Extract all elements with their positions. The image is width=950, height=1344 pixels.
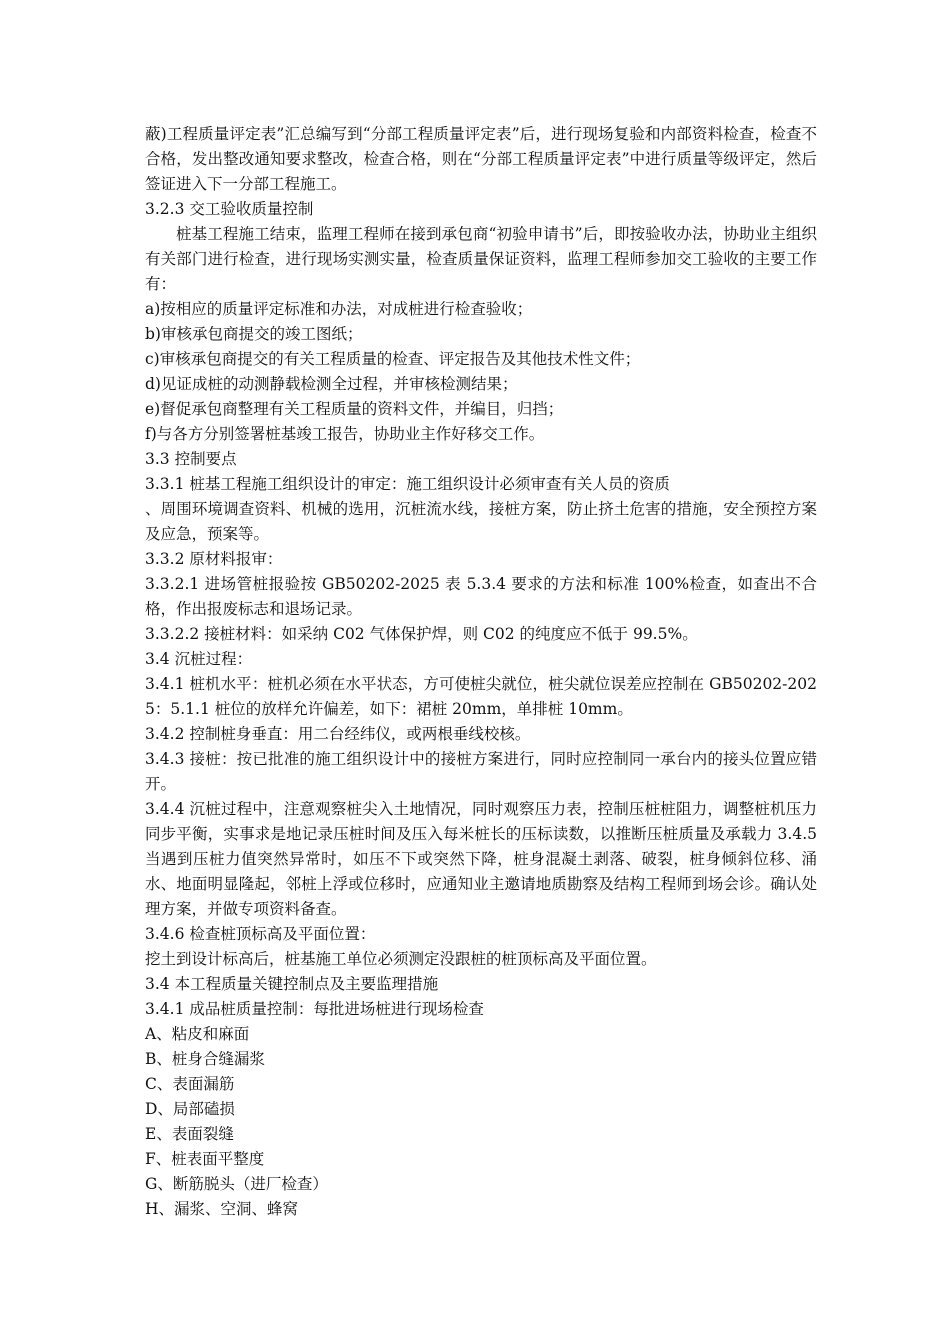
check-item-g: G、断筋脱头（进厂检查） bbox=[145, 1175, 328, 1193]
paragraph-3-4-1: 3.4.1 桩机水平：桩机必须在水平状态，方可使桩尖就位，桩尖就位误差应控制在 GB50202-2025：5.1.1 桩位的放样允许偏差，如下：裙桩 20mm，单排桩 10mm。 bbox=[145, 675, 817, 718]
section-heading-3-4-6: 3.4.6 检查桩顶标高及平面位置： bbox=[145, 925, 376, 943]
check-item-b: B、桩身合缝漏浆 bbox=[145, 1050, 265, 1068]
list-item-c: c)审核承包商提交的有关工程质量的检查、评定报告及其他技术性文件； bbox=[145, 350, 641, 368]
section-heading-3-3: 3.3 控制要点 bbox=[145, 450, 237, 468]
paragraph-continuation: 蔽)工程质量评定表”汇总编写到“分部工程质量评定表”后，进行现场复验和内部资料检查，检查不合格，发出整改通知要求整改，检查合格，则在“分部工程质量评定表”中进行质量等级评定，然后签证进入下一分部工程施工。 bbox=[145, 125, 817, 193]
list-item-a: a)按相应的质量评定标准和办法，对成桩进行检查验收； bbox=[145, 300, 533, 318]
paragraph-3-4-3: 3.4.3 接桩：按已批准的施工组织设计中的接桩方案进行，同时应控制同一承台内的接头位置应错开。 bbox=[145, 750, 817, 793]
document-page bbox=[145, 122, 817, 1222]
list-item-b: b)审核承包商提交的竣工图纸； bbox=[145, 325, 363, 343]
paragraph-3-3-2-2: 3.3.2.2 接桩材料：如采纳 C02 气体保护焊，则 C02 的纯度应不低于 99.5%。 bbox=[145, 625, 698, 643]
check-item-f: F、桩表面平整度 bbox=[145, 1150, 265, 1168]
paragraph-3-4-1-product: 3.4.1 成品桩质量控制：每批进场桩进行现场检查 bbox=[145, 1000, 484, 1018]
section-heading-3-2-3: 3.2.3 交工验收质量控制 bbox=[145, 200, 314, 218]
section-heading-3-4: 3.4 沉桩过程： bbox=[145, 650, 253, 668]
paragraph-3-4-6-body: 挖土到设计标高后，桩基施工单位必须测定没跟桩的桩顶标高及平面位置。 bbox=[145, 950, 657, 968]
list-item-e: e)督促承包商整理有关工程质量的资料文件，并编目，归挡； bbox=[145, 400, 564, 418]
check-item-d: D、局部磕损 bbox=[145, 1100, 235, 1118]
check-item-e: E、表面裂缝 bbox=[145, 1125, 234, 1143]
check-item-c: C、表面漏筋 bbox=[145, 1075, 235, 1093]
list-item-d: d)见证成桩的动测静载检测全过程，并审核检测结果； bbox=[145, 375, 518, 393]
section-heading-3-3-2: 3.3.2 原材料报审： bbox=[145, 550, 283, 568]
list-item-f: f)与各方分别签署桩基竣工报告，协助业主作好移交工作。 bbox=[145, 425, 545, 443]
paragraph-3-4-2: 3.4.2 控制桩身垂直：用二台经纬仪，或两根垂线校核。 bbox=[145, 725, 531, 743]
paragraph-acceptance-intro: 桩基工程施工结束，监理工程师在接到承包商“初验申请书”后，即按验收办法，协助业主组织有关部门进行检查，进行现场实测实量，检查质量保证资料，监理工程师参加交工验收的主要工作有： bbox=[145, 225, 817, 293]
check-item-h: H、漏浆、空洞、蜂窝 bbox=[145, 1200, 299, 1218]
check-item-a: A、粘皮和麻面 bbox=[145, 1025, 250, 1043]
paragraph-3-3-1-cont: 、周围环境调查资料、机械的选用，沉桩流水线，接桩方案，防止挤土危害的措施，安全预控方案及应急，预案等。 bbox=[145, 500, 817, 543]
paragraph-3-4-4: 3.4.4 沉桩过程中，注意观察桩尖入土地情况，同时观察压力表，控制压桩桩阻力，调整桩机压力同步平衡，实事求是地记录压桩时间及压入每米桩长的压标读数，以推断压桩质量及承载力 3.4.5 当遇到压桩力值突然异常时，如压不下或突然下降，桩身混凝土剥落、破裂，桩身倾斜位移、涌水、地面明显隆起，邻桩上浮或位移时，应通知业主邀请地质勘察及结构工程师到场会诊。确认处理方案，并做专项资料备查。 bbox=[145, 800, 817, 918]
section-heading-key-points: 3.4 本工程质量关键控制点及主要监理措施 bbox=[145, 975, 439, 993]
paragraph-3-3-2-1: 3.3.2.1 进场管桩报验按 GB50202-2025 表 5.3.4 要求的方法和标准 100%检查，如查出不合格，作出报废标志和退场记录。 bbox=[145, 575, 817, 618]
paragraph-3-3-1: 3.3.1 桩基工程施工组织设计的审定：施工组织设计必须审查有关人员的资质 bbox=[145, 475, 670, 493]
